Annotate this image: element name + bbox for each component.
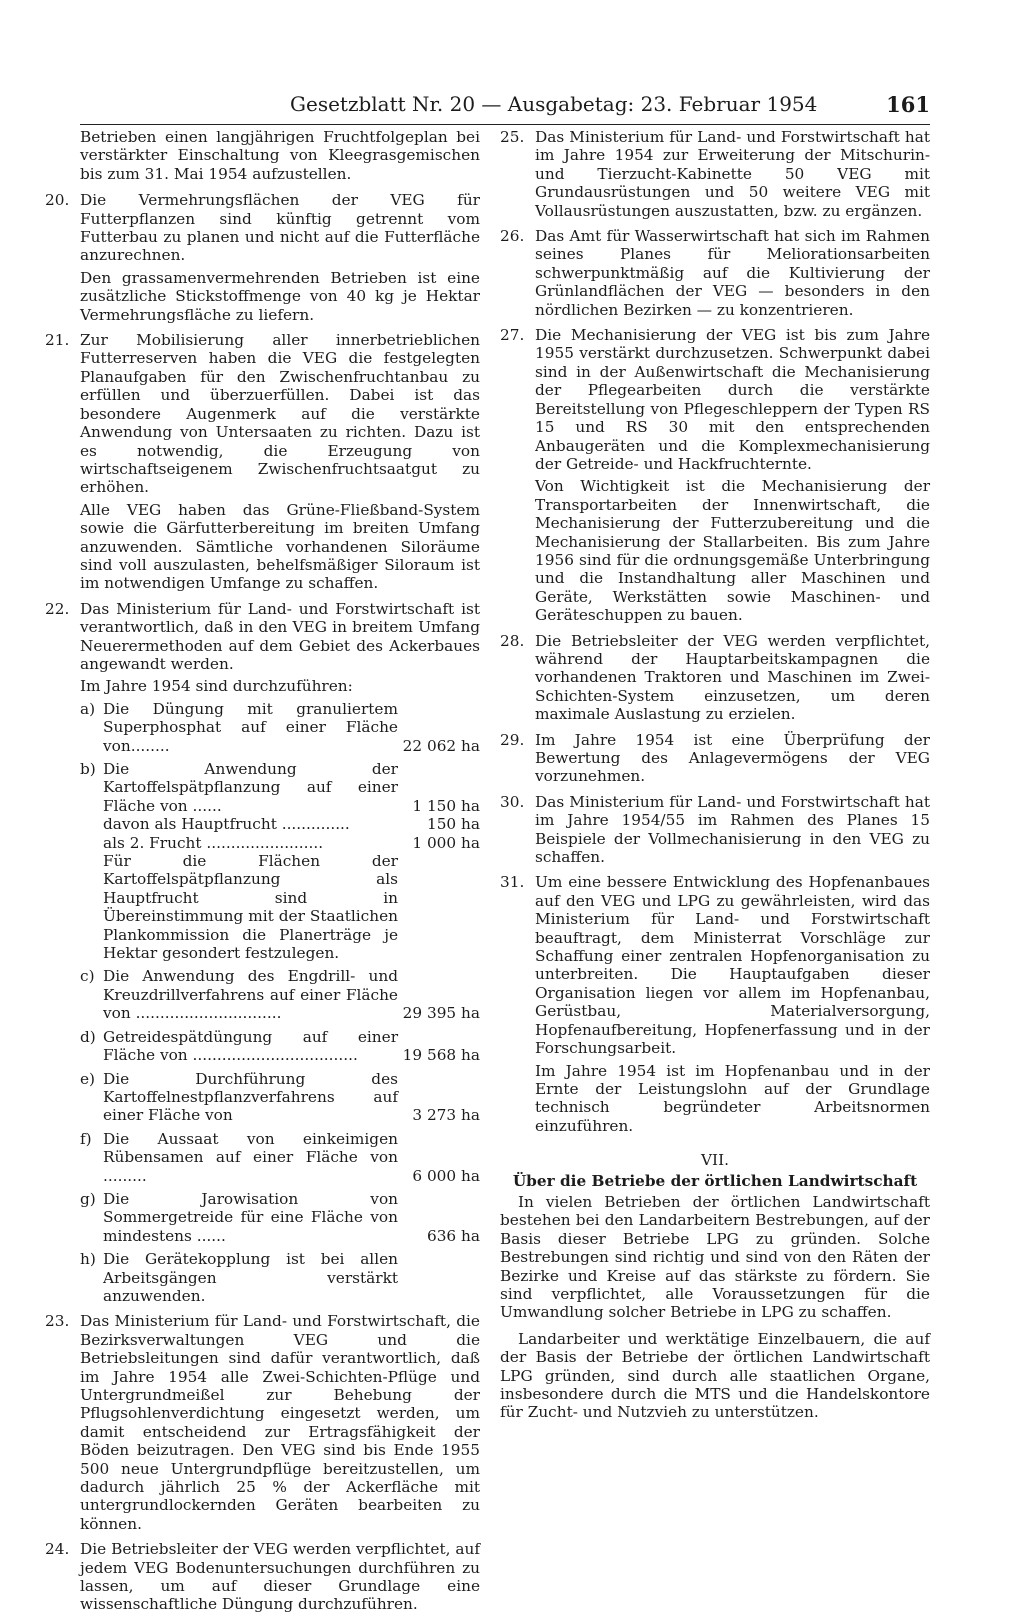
item-paragraph: Von Wichtigkeit ist die Mechanisierung der Transportarbeiten der Innenwirtschaft, die Mechanisierung der Futterzubereitung und die Mechanisierung der Stallarbeiten. Bis zum Jahre 1956 sind für die ordnungsgemäße Unterbringung und die Instandhaltung aller Maschinen und Geräte, Werkstätten sowie Maschinen- und Geräteschuppen zu bauen. [535, 477, 930, 625]
subitem-note: Für die Flächen der Kartoffelspätpflanzung als Hauptfrucht sind in Übereinstimmung mit der Staatlichen Plankommission die Planerträge je Hektar gesondert festzulegen. [103, 852, 398, 963]
item-paragraph: Den grassamenvermehrenden Betrieben ist eine zusätzliche Stickstoffmenge von 40 kg je Hektar Vermehrungsfläche zu liefern. [80, 268, 480, 324]
page-number: 161 [886, 92, 930, 117]
subitem-value: 22 062 ha [402, 736, 480, 755]
item-paragraph: Das Ministerium für Land- und Forstwirtschaft hat im Jahre 1954/55 im Rahmen des Planes 15 Beispiele der Vollmechanisierung in den VEG zu schaffen. [535, 792, 930, 867]
right-column [500, 128, 930, 1430]
subitem-letter: g) [80, 1189, 96, 1208]
continuation-paragraph [45, 128, 480, 183]
subitem-f [80, 1130, 480, 1185]
item-paragraph: Um eine bessere Entwicklung des Hopfenanbaues auf den VEG und LPG zu gewährleisten, wird das Ministerium für Land- und Forstwirtschaft beauftragt, dem Ministerrat Vorschläge zur Schaffung einer zentralen Hopfenorganisation zu unterbreiten. Die Hauptaufgaben dieser Organisation liegen vor allem im Hopfenanbau, Gerüstbau, Materialversorgung, Hopfenaufbereitung, Hopfenerfassung und in der Forschungsarbeit. [535, 873, 930, 1058]
item-paragraph: Die Mechanisierung der VEG ist bis zum Jahre 1955 verstärkt durchzusetzen. Schwerpunkt dabei sind in der Außenwirtschaft die Mechanisierung der Pflegearbeiten durch die verstärkte Bereitstellung von Pflegeschleppern der Typen RS 15 und RS 30 mit den entsprechenden Anbaugeräten und die Komplexmechanisierung der Getreide- und Hackfruchternte. [535, 326, 930, 473]
item-paragraph: Im Jahre 1954 sind durchzuführen: [80, 677, 353, 696]
subitem-letter: b) [80, 760, 96, 778]
item-paragraph: Im Jahre 1954 ist eine Überprüfung der Bewertung des Anlagevermögens der VEG vorzunehmen. [535, 730, 930, 786]
subitem-e [80, 1070, 480, 1125]
item-paragraph: Die Vermehrungsflächen der VEG für Futterpflanzen sind künftig getrennt vom Futterbau zu planen und nicht auf die Futterfläche anzurechnen. [80, 191, 480, 265]
subitem-c [80, 967, 480, 1022]
item-paragraph: Das Ministerium für Land- und Forstwirtschaft, die Bezirksverwaltungen VEG und die Betriebsleitungen sind dafür verantwortlich, daß im Jahre 1954 alle Zwei-Schichten-Pflüge und Untergrundmeißel zur Behebung der Pflugsohlenverdichtung eingesetzt werden, um damit entscheidend zur Ertragsfähigkeit der Böden beizutragen. Den VEG sind bis Ende 1955 500 neue Untergrundpflüge bereitzustellen, um dadurch jährlich 25 % der Ackerfläche mit untergrundlockernden Geräten bearbeiten zu können. [80, 1312, 480, 1533]
subitem-text: Die Anwendung des Engdrill- und Kreuzdrillverfahrens auf einer Fläche von .............................. [103, 967, 398, 1023]
item-24 [45, 1540, 480, 1614]
item-paragraph: Das Ministerium für Land- und Forstwirtschaft ist verantwortlich, daß in den VEG in breitem Umfang Neuerermethoden auf dem Gebiet des Ackerbaues angewandt werden. [80, 599, 480, 673]
item-27 [500, 326, 930, 625]
item-25 [500, 128, 930, 220]
subitem-value: 6 000 ha [412, 1166, 480, 1185]
subitem-text: Die Aussaat von einkeimigen Rübensamen auf einer Fläche von ......... [103, 1129, 398, 1185]
subitem-text: Die Gerätekopplung ist bei allen Arbeitsgängen verstärkt anzuwenden. [103, 1250, 398, 1305]
subitem-row [103, 834, 480, 852]
subitem-value: 636 ha [426, 1226, 480, 1245]
continuation-text: Betrieben einen langjährigen Fruchtfolgeplan bei verstärkter Einschaltung von Kleegrasgemischen bis zum 31. Mai 1954 aufzustellen. [80, 128, 480, 183]
subitem-letter: d) [80, 1027, 96, 1046]
subitem-b [80, 760, 480, 962]
subitem-text: Die Düngung mit granuliertem Superphosphat auf einer Fläche von........ [103, 699, 398, 755]
item-number: 21. [45, 331, 70, 350]
subitem-a [80, 700, 480, 755]
subitem-text: Die Durchführung des Kartoffelnestpflanzverfahrens auf einer Fläche von [103, 1069, 398, 1125]
page-header [80, 88, 930, 125]
item-paragraph: Das Ministerium für Land- und Forstwirtschaft hat im Jahre 1954 zur Erweiterung der Mitschurin- und Tierzucht-Kabinette 50 VEG mit Grundausrüstungen und 50 weitere VEG mit Vollausrüstungen auszustatten, bzw. zu ergänzen. [535, 128, 930, 220]
item-number: 24. [45, 1540, 70, 1559]
header-title: Gesetzblatt Nr. 20 — Ausgabetag: 23. Februar 1954 [290, 92, 818, 116]
item-number: 28. [500, 631, 525, 650]
item-paragraph: Die Betriebsleiter der VEG werden verpflichtet, auf jedem VEG Bodenuntersuchungen durchführen zu lassen, um auf dieser Grundlage eine wissenschaftliche Düngung durchzuführen. [80, 1540, 480, 1614]
item-paragraph: Im Jahre 1954 ist im Hopfenanbau und in der Ernte der Leistungslohn auf der Grundlage technisch begründeter Arbeitsnormen einzuführen. [535, 1061, 930, 1135]
subitem-g [80, 1190, 480, 1245]
section-title: Über die Betriebe der örtlichen Landwirtschaft [512, 1171, 918, 1190]
subitem-value: 19 568 ha [402, 1046, 480, 1065]
subitem-value: 3 273 ha [412, 1106, 480, 1125]
item-number: 25. [500, 128, 525, 146]
subitem-value: 29 395 ha [402, 1004, 480, 1023]
item-paragraph: Das Amt für Wasserwirtschaft hat sich im Rahmen seines Planes für Meliorationsarbeiten schwerpunktmäßig auf die Kultivierung der Grünlandflächen der VEG — besonders in den nördlichen Bezirken — zu konzentrieren. [535, 227, 930, 319]
item-20 [45, 191, 480, 324]
subitem-letter: a) [80, 699, 96, 718]
subitem-row [103, 1130, 480, 1185]
subitem-letter: h) [80, 1250, 96, 1269]
item-21 [45, 331, 480, 593]
item-23 [45, 1312, 480, 1533]
subitem-text: Die Anwendung der Kartoffelspätpflanzung auf einer Fläche von ...... [103, 760, 398, 815]
item-number: 30. [500, 792, 525, 811]
section-paragraph: Landarbeiter und werktätige Einzelbauern, die auf der Basis der Betriebe der örtlichen Landwirtschaft LPG gründen, sind durch alle staatlichen Organe, insbesondere durch die MTS und die Handelskontore für Zucht- und Nutzvieh zu unterstützen. [500, 1329, 930, 1422]
subitem-text: Die Jarowisation von Sommergetreide für eine Fläche von mindestens ...... [103, 1189, 398, 1245]
item-28 [500, 632, 930, 724]
subitem-text: als 2. Frucht ........................ [103, 833, 324, 852]
section-number: VII. [701, 1151, 729, 1170]
subitem-row [103, 1070, 480, 1125]
subitem-letter: c) [80, 967, 95, 986]
subitem-row [103, 760, 480, 815]
subitem-value: 1 150 ha [412, 796, 480, 815]
item-paragraph: Zur Mobilisierung aller innerbetrieblichen Futterreserven haben die VEG die festgelegten Planaufgaben für den Zwischenfruchtanbau zu erfüllen und überzuerfüllen. Dabei ist das besondere Augenmerk auf die verstärkte Anwendung von Untersaaten zu richten. Dazu ist es notwendig, die Erzeugung von wirtschaftseigenem Zwischenfruchtsaatgut zu erhöhen. [80, 331, 480, 497]
subitem-list [80, 700, 480, 1306]
subitem-h [80, 1250, 480, 1305]
subitem-row [103, 967, 480, 1022]
subitem-text: davon als Hauptfrucht .............. [103, 815, 350, 834]
item-31 [500, 873, 930, 1135]
subitem-row [103, 1190, 480, 1245]
item-30 [500, 793, 930, 867]
subitem-row [103, 1028, 480, 1065]
item-paragraph: Die Betriebsleiter der VEG werden verpflichtet, während der Hauptarbeitskampagnen die vorhandenen Traktoren und Maschinen im Zwei-Schichten-System einzusetzen, um deren maximale Auslastung zu erzielen. [535, 631, 930, 724]
subitem-row [103, 700, 480, 755]
subitem-row [103, 815, 480, 833]
item-22 [45, 600, 480, 1306]
item-paragraph: Alle VEG haben das Grüne-Fließband-System sowie die Gärfutterbereitung im breiten Umfang anzuwenden. Sämtliche vorhandenen Siloräume sind voll auszulasten, behelfsmäßiger Siloraum ist im notwendigen Umfange zu schaffen. [80, 500, 480, 593]
item-number: 20. [45, 191, 70, 210]
left-column [45, 128, 480, 1621]
subitem-text: Getreidespätdüngung auf einer Fläche von .................................. [103, 1027, 398, 1065]
item-number: 26. [500, 227, 525, 246]
subitem-value: 150 ha [426, 815, 480, 834]
subitem-value: 1 000 ha [412, 833, 480, 852]
item-29 [500, 731, 930, 786]
item-26 [500, 227, 930, 319]
subitem-d [80, 1028, 480, 1065]
item-number: 29. [500, 730, 525, 749]
subitem-letter: f) [80, 1129, 92, 1148]
item-number: 22. [45, 599, 70, 618]
item-number: 31. [500, 873, 525, 892]
subitem-letter: e) [80, 1069, 96, 1088]
section-paragraph: In vielen Betrieben der örtlichen Landwirtschaft bestehen bei den Landarbeitern Bestrebungen, auf der Basis dieser Betriebe LPG zu gründen. Solche Bestrebungen sind richtig und sind von den Räten der Bezirke und Kreise auf das stärkste zu fördern. Sie sind verpflichtet, alle Voraussetzungen für die Umwandlung solcher Betriebe in LPG zu schaffen. [500, 1192, 930, 1322]
item-number: 27. [500, 326, 525, 345]
item-number: 23. [45, 1312, 70, 1331]
